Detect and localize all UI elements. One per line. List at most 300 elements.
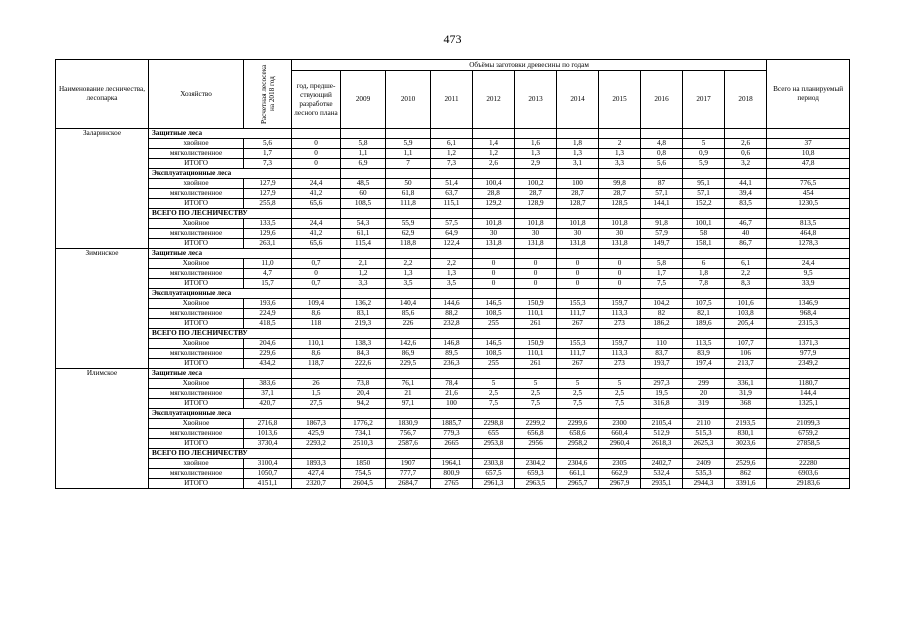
- value-cell: 1230,5: [767, 199, 850, 209]
- value-cell: 60: [341, 189, 386, 199]
- value-cell: 193,6: [244, 299, 292, 309]
- empty-cell: [725, 209, 767, 219]
- value-cell: 2587,6: [386, 439, 431, 449]
- value-cell: 2303,8: [473, 459, 515, 469]
- value-cell: 110,1: [515, 309, 557, 319]
- header-farm: Хозяйство: [149, 60, 244, 129]
- header-year-2010: 2010: [386, 71, 431, 129]
- value-cell: 7,5: [515, 399, 557, 409]
- value-cell: 88,2: [431, 309, 473, 319]
- value-cell: 2304,6: [557, 459, 599, 469]
- species-label: хвойное: [149, 179, 244, 189]
- species-label: мягколиственное: [149, 349, 244, 359]
- value-cell: 48,5: [341, 179, 386, 189]
- value-cell: 2193,5: [725, 419, 767, 429]
- section-header-row: [56, 249, 850, 259]
- empty-cell: [725, 329, 767, 339]
- empty-cell: [683, 449, 725, 459]
- value-cell: 319: [683, 399, 725, 409]
- value-cell: 5: [557, 379, 599, 389]
- value-cell: 100: [431, 399, 473, 409]
- value-cell: 131,8: [599, 239, 641, 249]
- empty-cell: [292, 329, 341, 339]
- value-cell: 2684,7: [386, 479, 431, 489]
- value-cell: 86,7: [725, 239, 767, 249]
- empty-cell: [599, 289, 641, 299]
- value-cell: 2: [599, 139, 641, 149]
- value-cell: 862: [725, 469, 767, 479]
- value-cell: 1850: [341, 459, 386, 469]
- value-cell: 50: [386, 179, 431, 189]
- empty-cell: [431, 209, 473, 219]
- value-cell: 131,8: [473, 239, 515, 249]
- value-cell: 104,2: [641, 299, 683, 309]
- value-cell: 2,1: [341, 259, 386, 269]
- value-cell: 1346,9: [767, 299, 850, 309]
- value-cell: 800,9: [431, 469, 473, 479]
- empty-cell: [725, 289, 767, 299]
- value-cell: 1964,1: [431, 459, 473, 469]
- value-cell: 24,4: [292, 219, 341, 229]
- table-row: [56, 429, 850, 439]
- value-cell: 129,2: [473, 199, 515, 209]
- value-cell: 219,3: [341, 319, 386, 329]
- empty-cell: [767, 249, 850, 259]
- empty-cell: [683, 409, 725, 419]
- species-label: ИТОГО: [149, 279, 244, 289]
- value-cell: 255: [473, 359, 515, 369]
- value-cell: 5,6: [641, 159, 683, 169]
- table-row: [56, 379, 850, 389]
- empty-cell: [292, 449, 341, 459]
- table-row: [56, 479, 850, 489]
- empty-cell: [641, 249, 683, 259]
- empty-cell: [557, 249, 599, 259]
- value-cell: 47,8: [767, 159, 850, 169]
- empty-cell: [431, 369, 473, 379]
- value-cell: 22280: [767, 459, 850, 469]
- value-cell: 1867,3: [292, 419, 341, 429]
- value-cell: 425,9: [292, 429, 341, 439]
- empty-cell: [386, 289, 431, 299]
- value-cell: 7,5: [599, 399, 641, 409]
- empty-cell: [557, 449, 599, 459]
- table-body: [56, 129, 850, 489]
- value-cell: 2618,3: [641, 439, 683, 449]
- value-cell: 2961,3: [473, 479, 515, 489]
- header-volumes: Объёмы заготовки древесины по годам: [292, 60, 767, 71]
- section-title: Защитные леса: [149, 369, 292, 379]
- value-cell: 968,4: [767, 309, 850, 319]
- value-cell: 2,5: [557, 389, 599, 399]
- value-cell: 83,9: [683, 349, 725, 359]
- empty-cell: [292, 129, 341, 139]
- empty-cell: [431, 289, 473, 299]
- value-cell: 2963,5: [515, 479, 557, 489]
- value-cell: 108,5: [341, 199, 386, 209]
- value-cell: 756,7: [386, 429, 431, 439]
- value-cell: 113,3: [599, 309, 641, 319]
- value-cell: 40: [725, 229, 767, 239]
- value-cell: 46,7: [725, 219, 767, 229]
- value-cell: 1050,7: [244, 469, 292, 479]
- empty-cell: [767, 409, 850, 419]
- species-label: Хвойное: [149, 219, 244, 229]
- header-year-2011: 2011: [431, 71, 473, 129]
- value-cell: 2,5: [515, 389, 557, 399]
- value-cell: 146,5: [473, 339, 515, 349]
- value-cell: 1893,3: [292, 459, 341, 469]
- value-cell: 0: [557, 279, 599, 289]
- value-cell: 136,2: [341, 299, 386, 309]
- empty-cell: [431, 129, 473, 139]
- value-cell: 6,1: [431, 139, 473, 149]
- empty-cell: [431, 169, 473, 179]
- value-cell: 5: [473, 379, 515, 389]
- empty-cell: [599, 369, 641, 379]
- value-cell: 1,3: [386, 269, 431, 279]
- value-cell: 434,2: [244, 359, 292, 369]
- table-row: [56, 219, 850, 229]
- value-cell: 427,4: [292, 469, 341, 479]
- value-cell: 24,4: [767, 259, 850, 269]
- value-cell: 2,5: [599, 389, 641, 399]
- table-row: [56, 229, 850, 239]
- section-header-row: [56, 289, 850, 299]
- value-cell: 0: [292, 159, 341, 169]
- section-title: Защитные леса: [149, 249, 292, 259]
- value-cell: 122,4: [431, 239, 473, 249]
- species-label: ИТОГО: [149, 479, 244, 489]
- value-cell: 1180,7: [767, 379, 850, 389]
- value-cell: 2665: [431, 439, 473, 449]
- empty-cell: [767, 129, 850, 139]
- empty-cell: [341, 329, 386, 339]
- value-cell: 0,8: [641, 149, 683, 159]
- value-cell: 205,4: [725, 319, 767, 329]
- empty-cell: [515, 369, 557, 379]
- empty-cell: [599, 169, 641, 179]
- value-cell: 3023,6: [725, 439, 767, 449]
- value-cell: 232,8: [431, 319, 473, 329]
- page-number: 473: [443, 32, 462, 46]
- value-cell: 5,9: [386, 139, 431, 149]
- table-row: [56, 349, 850, 359]
- value-cell: 2510,3: [341, 439, 386, 449]
- value-cell: 91,8: [641, 219, 683, 229]
- table-row: [56, 309, 850, 319]
- empty-cell: [683, 289, 725, 299]
- empty-cell: [599, 249, 641, 259]
- species-label: ИТОГО: [149, 239, 244, 249]
- value-cell: 2304,2: [515, 459, 557, 469]
- value-cell: 659,3: [515, 469, 557, 479]
- value-cell: 129,6: [244, 229, 292, 239]
- header-forestry: Наименование лесничества, лесопарка: [56, 60, 149, 129]
- section-header-row: [56, 329, 850, 339]
- table-row: [56, 299, 850, 309]
- table-row: [56, 359, 850, 369]
- value-cell: 1,6: [515, 139, 557, 149]
- section-title: Эксплуатационные леса: [149, 409, 292, 419]
- value-cell: 1,7: [244, 149, 292, 159]
- species-label: мягколиственное: [149, 149, 244, 159]
- empty-cell: [386, 329, 431, 339]
- section-header-row: [56, 209, 850, 219]
- value-cell: 0: [557, 259, 599, 269]
- value-cell: 7,5: [473, 399, 515, 409]
- forestry-name: Заларинское: [56, 129, 149, 249]
- empty-cell: [683, 329, 725, 339]
- value-cell: 3,1: [557, 159, 599, 169]
- value-cell: 660,4: [599, 429, 641, 439]
- value-cell: 454: [767, 189, 850, 199]
- value-cell: 95,1: [683, 179, 725, 189]
- empty-cell: [292, 169, 341, 179]
- section-title: ВСЕГО ПО ЛЕСНИЧЕСТВУ: [149, 209, 292, 219]
- value-cell: 101,8: [599, 219, 641, 229]
- value-cell: 111,8: [386, 199, 431, 209]
- value-cell: 2965,7: [557, 479, 599, 489]
- header-calc-cutting: [244, 60, 292, 129]
- value-cell: 2349,2: [767, 359, 850, 369]
- table-row: [56, 419, 850, 429]
- empty-cell: [767, 209, 850, 219]
- header-year-2018: 2018: [725, 71, 767, 129]
- value-cell: 155,3: [557, 339, 599, 349]
- value-cell: 656,8: [515, 429, 557, 439]
- value-cell: 1,2: [431, 149, 473, 159]
- value-cell: 535,3: [683, 469, 725, 479]
- value-cell: 658,6: [557, 429, 599, 439]
- value-cell: 6,9: [341, 159, 386, 169]
- empty-cell: [341, 369, 386, 379]
- table-row: [56, 159, 850, 169]
- empty-cell: [725, 449, 767, 459]
- value-cell: 7: [386, 159, 431, 169]
- value-cell: 159,7: [599, 299, 641, 309]
- value-cell: 115,4: [341, 239, 386, 249]
- value-cell: 87: [641, 179, 683, 189]
- value-cell: 3100,4: [244, 459, 292, 469]
- value-cell: 128,5: [599, 199, 641, 209]
- empty-cell: [767, 169, 850, 179]
- empty-cell: [641, 289, 683, 299]
- value-cell: 2305: [599, 459, 641, 469]
- table-row: [56, 279, 850, 289]
- value-cell: 1013,6: [244, 429, 292, 439]
- species-label: ИТОГО: [149, 399, 244, 409]
- value-cell: 273: [599, 359, 641, 369]
- value-cell: 0,6: [725, 149, 767, 159]
- empty-cell: [725, 249, 767, 259]
- value-cell: 84,3: [341, 349, 386, 359]
- value-cell: 3391,6: [725, 479, 767, 489]
- value-cell: 111,7: [557, 349, 599, 359]
- empty-cell: [641, 409, 683, 419]
- value-cell: 103,8: [725, 309, 767, 319]
- value-cell: 0,7: [292, 259, 341, 269]
- value-cell: 57,1: [683, 189, 725, 199]
- value-cell: 128,9: [515, 199, 557, 209]
- value-cell: 149,7: [641, 239, 683, 249]
- header-year-2013: 2013: [515, 71, 557, 129]
- empty-cell: [386, 369, 431, 379]
- value-cell: 1907: [386, 459, 431, 469]
- empty-cell: [386, 449, 431, 459]
- value-cell: 2,6: [725, 139, 767, 149]
- empty-cell: [473, 249, 515, 259]
- empty-cell: [515, 409, 557, 419]
- empty-cell: [515, 329, 557, 339]
- species-label: ИТОГО: [149, 159, 244, 169]
- value-cell: 2765: [431, 479, 473, 489]
- header-year-2017: 2017: [683, 71, 725, 129]
- section-header-row: [56, 449, 850, 459]
- value-cell: 197,4: [683, 359, 725, 369]
- value-cell: 26: [292, 379, 341, 389]
- value-cell: 299: [683, 379, 725, 389]
- value-cell: 0: [292, 149, 341, 159]
- value-cell: 316,8: [641, 399, 683, 409]
- table-row: [56, 399, 850, 409]
- value-cell: 1278,3: [767, 239, 850, 249]
- value-cell: 41,2: [292, 189, 341, 199]
- value-cell: 5,8: [341, 139, 386, 149]
- value-cell: 61,8: [386, 189, 431, 199]
- value-cell: 2,2: [431, 259, 473, 269]
- value-cell: 100,1: [683, 219, 725, 229]
- value-cell: 5,6: [244, 139, 292, 149]
- value-cell: 2716,8: [244, 419, 292, 429]
- species-label: ИТОГО: [149, 199, 244, 209]
- section-title: ВСЕГО ПО ЛЕСНИЧЕСТВУ: [149, 449, 292, 459]
- section-header-row: [56, 409, 850, 419]
- empty-cell: [515, 209, 557, 219]
- empty-cell: [341, 289, 386, 299]
- empty-cell: [386, 409, 431, 419]
- value-cell: 273: [599, 319, 641, 329]
- species-label: Хвойное: [149, 379, 244, 389]
- table-row: [56, 269, 850, 279]
- value-cell: 76,1: [386, 379, 431, 389]
- value-cell: 661,1: [557, 469, 599, 479]
- empty-cell: [341, 409, 386, 419]
- empty-cell: [431, 409, 473, 419]
- value-cell: 19,5: [641, 389, 683, 399]
- empty-cell: [473, 449, 515, 459]
- value-cell: 1776,2: [341, 419, 386, 429]
- value-cell: 146,8: [431, 339, 473, 349]
- value-cell: 267: [557, 359, 599, 369]
- value-cell: 8,3: [725, 279, 767, 289]
- species-label: ИТОГО: [149, 439, 244, 449]
- value-cell: 3,3: [341, 279, 386, 289]
- value-cell: 2320,7: [292, 479, 341, 489]
- value-cell: 133,5: [244, 219, 292, 229]
- species-label: мягколиственное: [149, 189, 244, 199]
- value-cell: 28,7: [515, 189, 557, 199]
- value-cell: 144,6: [431, 299, 473, 309]
- empty-cell: [683, 369, 725, 379]
- empty-cell: [341, 449, 386, 459]
- value-cell: 107,7: [725, 339, 767, 349]
- table-row: [56, 319, 850, 329]
- empty-cell: [641, 129, 683, 139]
- value-cell: 57,5: [431, 219, 473, 229]
- header-year-2016: 2016: [641, 71, 683, 129]
- value-cell: 2402,7: [641, 459, 683, 469]
- value-cell: 37,1: [244, 389, 292, 399]
- forestry-name: Илимское: [56, 369, 149, 489]
- value-cell: 2409: [683, 459, 725, 469]
- value-cell: 2960,4: [599, 439, 641, 449]
- value-cell: 186,2: [641, 319, 683, 329]
- value-cell: 21,6: [431, 389, 473, 399]
- value-cell: 2110: [683, 419, 725, 429]
- value-cell: 63,7: [431, 189, 473, 199]
- empty-cell: [767, 369, 850, 379]
- value-cell: 28,7: [599, 189, 641, 199]
- value-cell: 159,7: [599, 339, 641, 349]
- empty-cell: [767, 289, 850, 299]
- value-cell: 0: [557, 269, 599, 279]
- value-cell: 0: [473, 279, 515, 289]
- value-cell: 131,8: [557, 239, 599, 249]
- empty-cell: [292, 289, 341, 299]
- value-cell: 110,1: [515, 349, 557, 359]
- empty-cell: [341, 129, 386, 139]
- species-label: мягколиственное: [149, 269, 244, 279]
- value-cell: 118,7: [292, 359, 341, 369]
- value-cell: 57,9: [641, 229, 683, 239]
- value-cell: 83,1: [341, 309, 386, 319]
- value-cell: 8,6: [292, 309, 341, 319]
- value-cell: 515,3: [683, 429, 725, 439]
- value-cell: 113,5: [683, 339, 725, 349]
- value-cell: 30: [557, 229, 599, 239]
- value-cell: 128,7: [557, 199, 599, 209]
- value-cell: 229,6: [244, 349, 292, 359]
- value-cell: 336,1: [725, 379, 767, 389]
- value-cell: 61,1: [341, 229, 386, 239]
- value-cell: 0: [599, 259, 641, 269]
- value-cell: 7,5: [641, 279, 683, 289]
- empty-cell: [683, 209, 725, 219]
- empty-cell: [515, 129, 557, 139]
- value-cell: 7,3: [244, 159, 292, 169]
- empty-cell: [473, 169, 515, 179]
- empty-cell: [641, 169, 683, 179]
- value-cell: 5,9: [683, 159, 725, 169]
- empty-cell: [386, 129, 431, 139]
- value-cell: 1,3: [515, 149, 557, 159]
- section-title: Эксплуатационные леса: [149, 169, 292, 179]
- species-label: Хвойное: [149, 299, 244, 309]
- value-cell: 1,4: [473, 139, 515, 149]
- header-year-2009: 2009: [341, 71, 386, 129]
- value-cell: 30: [473, 229, 515, 239]
- empty-cell: [473, 209, 515, 219]
- empty-cell: [292, 369, 341, 379]
- value-cell: 131,8: [515, 239, 557, 249]
- value-cell: 4,8: [641, 139, 683, 149]
- value-cell: 193,7: [641, 359, 683, 369]
- value-cell: 118,8: [386, 239, 431, 249]
- value-cell: 152,2: [683, 199, 725, 209]
- value-cell: 54,3: [341, 219, 386, 229]
- value-cell: 24,4: [292, 179, 341, 189]
